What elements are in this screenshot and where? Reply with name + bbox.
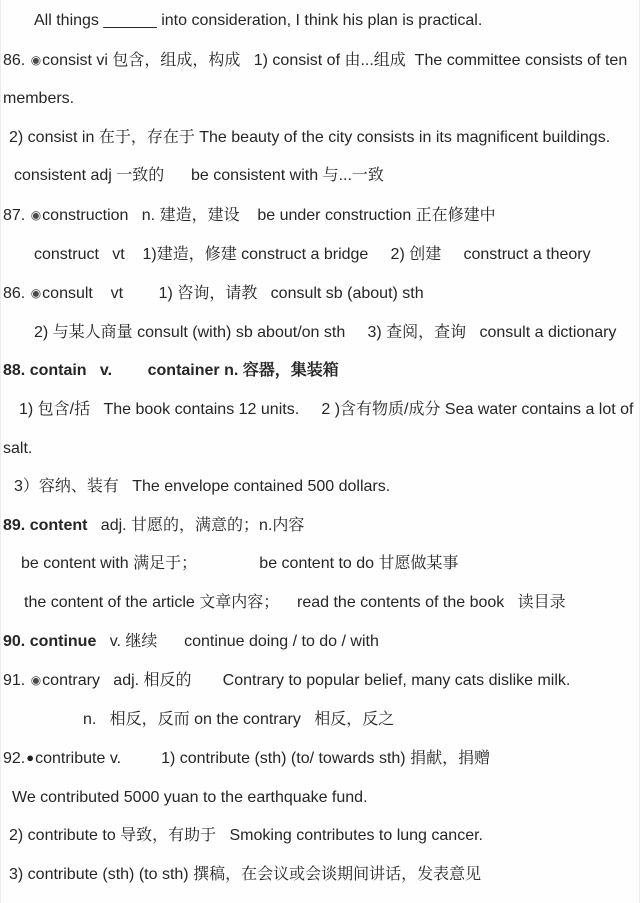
text-segment: 1) 包含/括 The book contains 12 units. 2 )含有物质/成分 Sea water contains a lot of bbox=[19, 400, 634, 418]
text-line bbox=[1, 41, 639, 81]
text-segment: construct vt 1)建造，修建 construct a bridge 2) 创建 construct a theory bbox=[34, 245, 591, 263]
text-segment: 90. continue bbox=[3, 632, 97, 650]
text-segment: 86. bbox=[3, 51, 30, 69]
text-line bbox=[1, 80, 639, 119]
text-segment: 86. bbox=[3, 285, 30, 303]
text-line bbox=[1, 507, 639, 546]
text-line bbox=[1, 430, 639, 469]
text-line bbox=[1, 236, 639, 275]
ring-bullet-icon: ◉ bbox=[30, 207, 42, 222]
text-segment: 3) contribute (sth) (to sth) 撰稿，在会议或会谈期间讲话，发表意见 bbox=[9, 866, 482, 884]
text-segment: We contributed 5000 yuan to the earthquake fund. bbox=[12, 788, 368, 806]
text-line bbox=[1, 157, 639, 196]
text-line bbox=[1, 314, 639, 353]
text-line bbox=[1, 779, 639, 818]
text-segment: 92. bbox=[3, 750, 26, 768]
text-segment: 88. contain v. container n. 容器，集装箱 bbox=[3, 362, 339, 380]
text-segment: contribute v. 1) contribute (sth) (to/ towards sth) 捐献，捐赠 bbox=[35, 750, 491, 768]
text-segment: consist vi 包含，组成，构成 1) consist of 由...组成 The committee consists of ten bbox=[42, 51, 628, 69]
text-segment: 2) 与某人商量 consult (with) sb about/on sth 3) 查阅，查询 consult a dictionary bbox=[34, 323, 617, 341]
text-line bbox=[1, 584, 639, 623]
text-line bbox=[1, 196, 639, 236]
text-segment: the content of the article 文章内容； read the contents of the book 读目录 bbox=[24, 593, 566, 611]
ring-bullet-icon: ◉ bbox=[30, 52, 42, 67]
text-segment: members. bbox=[3, 90, 75, 108]
text-segment: 2) consist in 在于，存在于 The beauty of the city consists in its magnificent buildings. bbox=[9, 128, 611, 146]
text-line bbox=[1, 817, 639, 856]
text-line bbox=[1, 2, 639, 41]
text-segment: v. 继续 continue doing / to do / with bbox=[96, 632, 379, 650]
text-line bbox=[1, 545, 639, 584]
text-line bbox=[1, 274, 639, 314]
text-segment: salt. bbox=[3, 439, 33, 457]
text-segment: 89. content bbox=[3, 516, 88, 534]
text-segment: consistent adj 一致的 be consistent with 与...一致 bbox=[14, 167, 384, 185]
text-segment: 3）容纳、装有 The envelope contained 500 dollars. bbox=[14, 478, 391, 496]
text-line bbox=[1, 391, 639, 430]
text-line bbox=[1, 701, 639, 740]
text-line bbox=[1, 468, 639, 507]
text-segment: be content with 满足于； be content to do 甘愿做某事 bbox=[21, 555, 459, 573]
text-segment: 87. bbox=[3, 206, 30, 224]
dot-bullet-icon: ● bbox=[26, 750, 35, 766]
text-segment: adj. 甘愿的，满意的；n.内容 bbox=[87, 516, 305, 534]
text-line bbox=[1, 623, 639, 662]
text-line bbox=[1, 856, 639, 895]
text-line bbox=[1, 661, 639, 701]
text-line bbox=[1, 352, 639, 391]
text-segment: contrary adj. 相反的 Contrary to popular belief, many cats dislike milk. bbox=[42, 672, 571, 690]
text-segment: All things ______ into consideration, I think his plan is practical. bbox=[34, 12, 483, 29]
text-line bbox=[1, 119, 639, 158]
text-segment: 2) contribute to 导致，有助于 Smoking contributes to lung cancer. bbox=[9, 827, 483, 845]
text-segment: 91. bbox=[3, 672, 30, 690]
ring-bullet-icon: ◉ bbox=[30, 673, 42, 688]
text-segment: construction n. 建造，建设 be under construction 正在修建中 bbox=[42, 206, 496, 224]
text-segment: n. 相反，反而 on the contrary 相反，反之 bbox=[83, 710, 395, 728]
ring-bullet-icon: ◉ bbox=[30, 286, 42, 301]
text-segment: consult vt 1) 咨询，请教 consult sb (about) sth bbox=[42, 285, 424, 303]
text-line bbox=[1, 739, 639, 779]
